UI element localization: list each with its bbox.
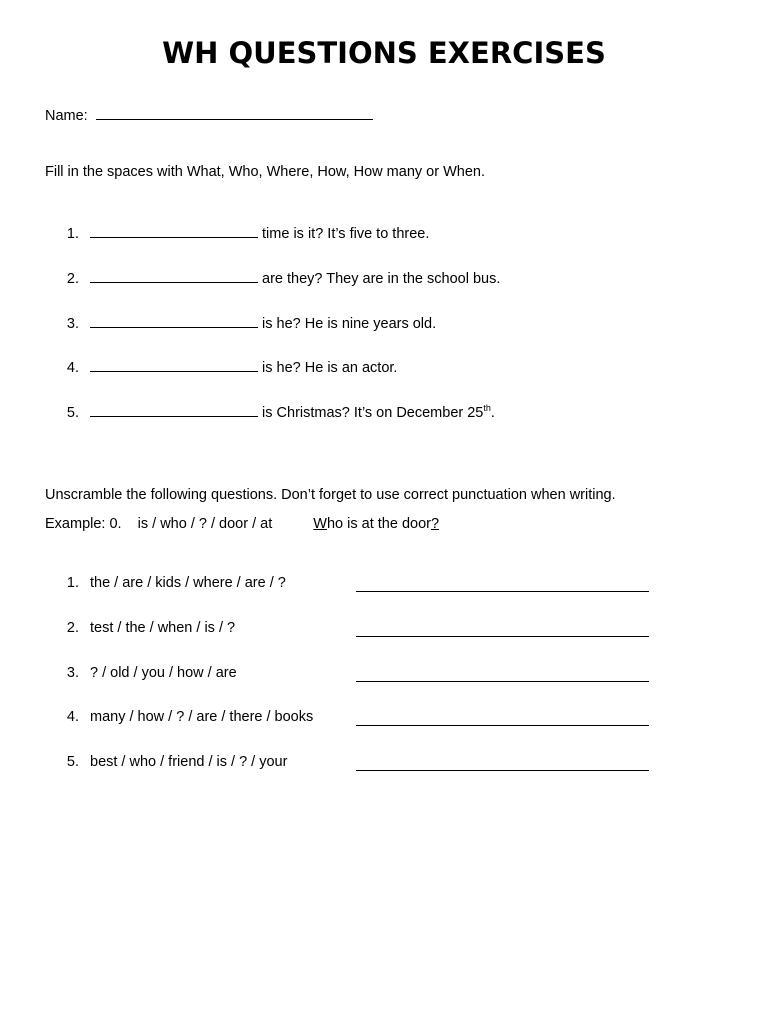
- answer-blank[interactable]: [90, 402, 258, 417]
- name-row: [45, 105, 373, 124]
- scrambled-words: test / the / when / is / ?: [90, 620, 236, 636]
- name-blank[interactable]: [96, 105, 373, 120]
- answer-line[interactable]: [356, 635, 649, 637]
- item-number: 3.: [66, 316, 79, 332]
- part1-instruction: Fill in the spaces with What, Who, Where, How, How many or When.: [45, 164, 485, 180]
- item-number: 2.: [66, 620, 79, 636]
- answer-line[interactable]: [356, 724, 649, 726]
- example-answer-first: W: [313, 516, 327, 532]
- example-words: is / who / ? / door / at: [137, 516, 273, 532]
- item-number: 3.: [66, 665, 79, 681]
- item-number: 4.: [66, 709, 79, 725]
- list-item: [45, 754, 357, 770]
- item-text: is Christmas? It’s on December 25: [262, 405, 484, 421]
- list-item: [45, 223, 429, 242]
- answer-blank[interactable]: [90, 223, 258, 238]
- answer-line[interactable]: [356, 680, 649, 682]
- list-item: [45, 268, 500, 287]
- answer-blank[interactable]: [90, 357, 258, 372]
- item-text: is he? He is nine years old.: [262, 316, 437, 332]
- superscript-th: th: [483, 403, 491, 413]
- item-number: 5.: [66, 405, 79, 421]
- item-text: time is it? It’s five to three.: [262, 226, 430, 242]
- page-title: WH QUESTIONS EXERCISES: [162, 36, 606, 70]
- list-item: [45, 402, 495, 421]
- list-item: [45, 357, 397, 376]
- item-text: are they? They are in the school bus.: [262, 271, 501, 287]
- name-label: Name:: [45, 108, 88, 124]
- example-label: Example: 0.: [45, 516, 122, 532]
- list-item: [45, 665, 357, 681]
- item-number: 1.: [66, 226, 79, 242]
- list-item: [45, 313, 436, 332]
- item-number: 4.: [66, 360, 79, 376]
- item-number: 1.: [66, 575, 79, 591]
- example-answer-mid: ho is at the door: [326, 516, 431, 532]
- part2-instruction: Unscramble the following questions. Don’t forget to use correct punctuation when writing.: [45, 487, 616, 503]
- item-number: 5.: [66, 754, 79, 770]
- answer-line[interactable]: [356, 590, 649, 592]
- answer-blank[interactable]: [90, 268, 258, 283]
- answer-line[interactable]: [356, 769, 649, 771]
- list-item: [45, 709, 357, 725]
- item-number: 2.: [66, 271, 79, 287]
- answer-blank[interactable]: [90, 313, 258, 328]
- item-text-end: .: [490, 405, 495, 421]
- list-item: [45, 620, 357, 636]
- item-text: is he? He is an actor.: [262, 360, 398, 376]
- example-row: [45, 516, 439, 532]
- scrambled-words: many / how / ? / are / there / books: [90, 709, 314, 725]
- scrambled-words: best / who / friend / is / ? / your: [90, 754, 288, 770]
- list-item: [45, 575, 357, 591]
- example-answer-end: ?: [430, 516, 440, 532]
- scrambled-words: ? / old / you / how / are: [90, 665, 237, 681]
- scrambled-words: the / are / kids / where / are / ?: [90, 575, 286, 591]
